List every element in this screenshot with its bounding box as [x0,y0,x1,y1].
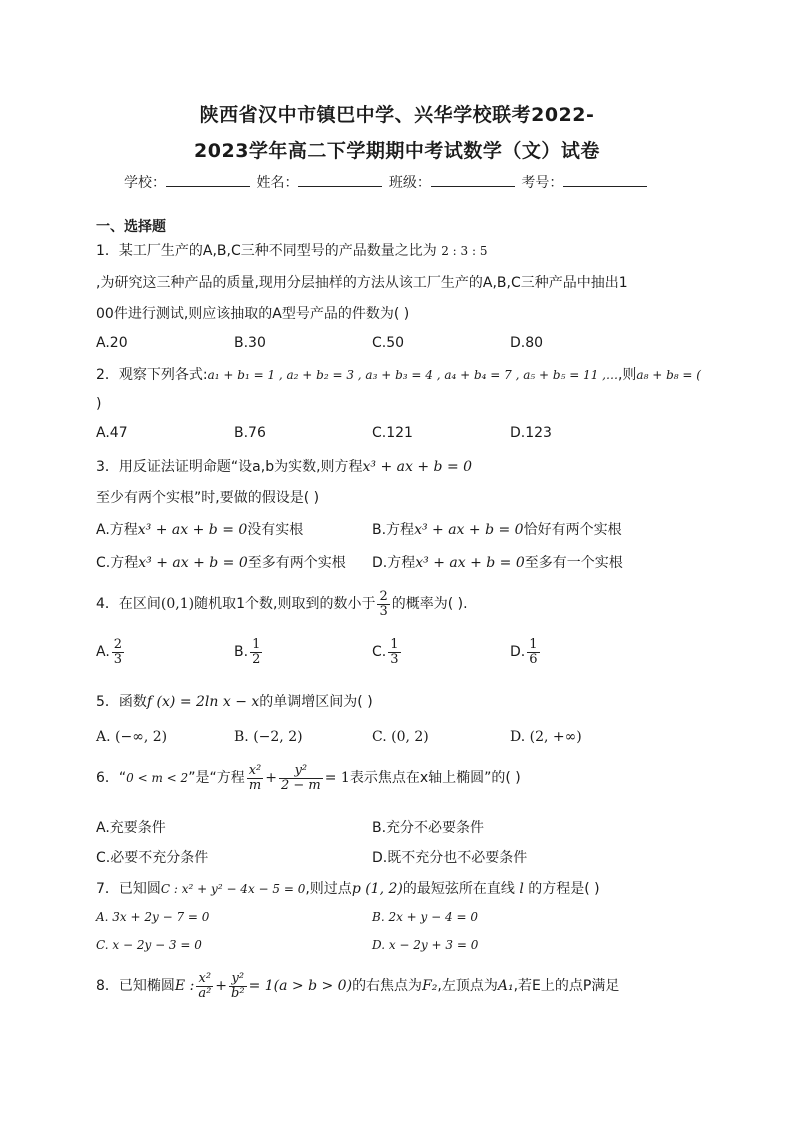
q1-option-d: D.80 [510,335,544,351]
q7-option-b: B. 2x + y − 4 = 0 [372,910,478,924]
q3-option-c: C.方程x³ + ax + b = 0至多有两个实根 [96,555,346,571]
class-blank[interactable] [431,172,515,187]
q2-option-c: C.121 [372,425,413,441]
q4-option-b: B. $\frac{1}{2}$ [234,637,261,667]
q5-option-c: C. (0, 2) [372,729,429,745]
q3-line1: 3．用反证法证明命题“设a,b为实数,则方程x³ + ax + b = 0 [96,459,473,475]
exam-title-line1: 陕西省汉中市镇巴中学、兴华学校联考2022- [199,104,595,126]
q7-option-c: C. x − 2y − 3 = 0 [96,938,202,952]
q3-option-b: B.方程x³ + ax + b = 0恰好有两个实根 [372,522,622,538]
q1-option-c: C.50 [372,335,405,351]
name-label: 姓名： [256,175,299,191]
q1-option-b: B.30 [234,335,266,351]
number-blank[interactable] [563,172,647,187]
q3-line2: 至少有两个实根”时,要做的假设是( ) [96,490,320,506]
q2-line1: 2．观察下列各式:a₁ + b₁ = 1 , a₂ + b₂ = 3 , a₃ + b₃ = 4 , a₄ + b₄ = 7 , a₅ + b₅ = 11 ,…,则a₈ + b₈ = ( [96,367,701,383]
q2-option-a: A.47 [96,425,128,441]
name-blank[interactable] [298,172,382,187]
q1-ratio: 2 : 3 : 5 [441,244,488,258]
q7-option-a: A. 3x + 2y − 7 = 0 [96,910,210,924]
q1-line3: 00件进行测试,则应该抽取的A型号产品的件数为( ) [96,306,410,322]
q3-option-a: A.方程x³ + ax + b = 0没有实根 [96,522,304,538]
school-blank[interactable] [166,172,250,187]
q2-option-b: B.76 [234,425,266,441]
q4-option-d: D. $\frac{1}{6}$ [510,637,538,667]
q3-option-d: D.方程x³ + ax + b = 0至多有一个实根 [372,555,623,571]
q4-option-c: C. $\frac{1}{3}$ [372,637,399,667]
q6-option-c: C.必要不充分条件 [96,850,209,866]
q6-option-d: D.既不充分也不必要条件 [372,850,528,866]
q1-option-a: A.20 [96,335,128,351]
q6-option-a: A.充要条件 [96,820,166,836]
q2-option-d: D.123 [510,425,552,441]
q1-line1: 1．某工厂生产的A,B,C三种不同型号的产品数量之比为 2 : 3 : 5 [96,243,488,259]
q7-option-d: D. x − 2y + 3 = 0 [372,938,479,952]
q6-line1: 6．“0 < m < 2”是“方程 $\frac{\text{x²}}{m}$ + $\frac{\text{y²}}{2 - m}$ = 1表示焦点在x轴上椭圆”的( ) [96,763,521,793]
q1-line2: ,为研究这三种产品的质量,现用分层抽样的方法从该工厂生产的A,B,C三种产品中抽出1 [96,275,628,291]
q5-option-d: D. (2, +∞) [510,729,582,745]
q6-option-b: B.充分不必要条件 [372,820,485,836]
class-label: 班级： [388,175,431,191]
q4-line1: 4．在区间(0,1)随机取1个数,则取到的数小于 $\frac{2}{3}$ 的概率为( ). [96,589,468,619]
school-label: 学校： [124,175,166,191]
q4-option-a: A. $\frac{2}{3}$ [96,637,123,667]
student-info-row [124,172,649,192]
section-heading: 一、选择题 [96,219,166,235]
number-label: 考号： [521,175,564,191]
q5-line1: 5．函数f (x) = 2ln x − x的单调增区间为( ) [96,694,373,710]
q5-option-b: B. (−2, 2) [234,729,303,745]
exam-title-line2: 2023学年高二下学期期中考试数学（文）试卷 [194,140,600,162]
q5-option-a: A. (−∞, 2) [96,729,168,745]
q4-fraction: $\frac{2}{3}$ [379,589,388,619]
q7-line1: 7．已知圆C : x² + y² − 4x − 5 = 0,则过点p (1, 2)的最短弦所在直线 l 的方程是( ) [96,881,600,897]
q2-line2: ) [96,396,102,412]
q8-line1: 8．已知椭圆E : $\frac{\text{x²}}{\text{a²}}$ + $\frac{\text{y²}}{\text{b²}}$ = 1(a > b > 0)的右焦点为F₂,左顶点为A₁,若E上的点P满足 [96,971,620,1001]
